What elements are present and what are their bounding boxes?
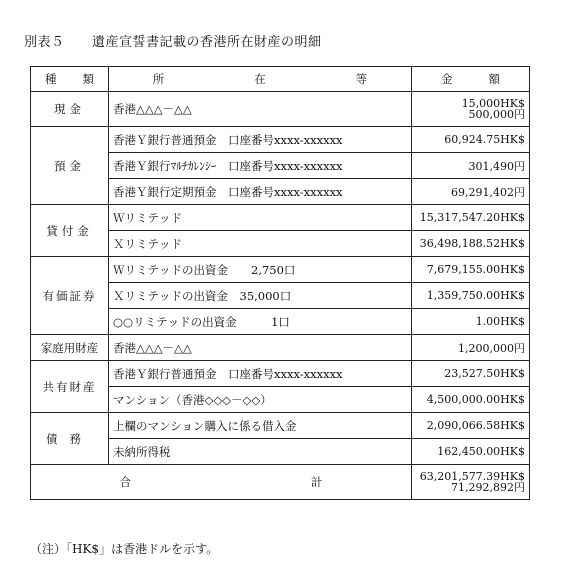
total-row — [31, 465, 530, 500]
location-cell: 未納所得税 — [109, 439, 412, 465]
footnote: （注）「HK$」は香港ドルを示す。 — [30, 542, 219, 556]
header-location: 所 在 等 — [109, 67, 412, 92]
table-row — [31, 413, 530, 439]
amount-cell — [412, 92, 530, 127]
amount-cell: 162,450.00HK$ — [412, 439, 530, 465]
location-cell: 香港Ｙ銀行定期預金 口座番号xxxx-xxxxxx — [109, 179, 412, 205]
total-amount — [412, 465, 530, 500]
table-row — [31, 127, 530, 153]
table-row — [31, 257, 530, 283]
type-cell: 貸付金 — [31, 205, 109, 257]
total-label: 合 計 — [31, 465, 412, 500]
amount-cell: 1,200,000円 — [412, 335, 530, 361]
type-cell: 債務 — [31, 413, 109, 465]
location-cell: 香港Ｙ銀行ﾏﾙﾁｶﾚﾝｼｰ 口座番号xxxx-xxxxxx — [109, 153, 412, 179]
header-amount: 金 額 — [412, 67, 530, 92]
amount-cell: 2,090,066.58HK$ — [412, 413, 530, 439]
location-cell: 香港△△△－△△ — [109, 92, 412, 127]
location-cell: 香港Ｙ銀行普通預金 口座番号xxxx-xxxxxx — [109, 361, 412, 387]
amount-cell: 301,490円 — [412, 153, 530, 179]
location-cell: Ｗリミテッド — [109, 205, 412, 231]
amount-hkd: 15,000HK$ — [461, 97, 525, 110]
document-title — [24, 31, 322, 50]
location-cell: ○○リミテッドの出資金 1口 — [109, 309, 412, 335]
title-text: 遺産宣誓書記載の香港所在財産の明細 — [92, 35, 322, 50]
amount-cell: 60,924.75HK$ — [412, 127, 530, 153]
amount-cell: 4,500,000.00HK$ — [412, 387, 530, 413]
type-cell: 預金 — [31, 127, 109, 205]
total-jpy: 71,292,892円 — [451, 481, 525, 494]
type-cell: 有価証券 — [31, 257, 109, 335]
location-cell: 上欄のマンション購入に係る借入金 — [109, 413, 412, 439]
location-cell: Ｘリミテッド — [109, 231, 412, 257]
header-row — [31, 67, 530, 92]
location-cell: 香港△△△－△△ — [109, 335, 412, 361]
amount-cell: 15,317,547.20HK$ — [412, 205, 530, 231]
amount-cell: 23,527.50HK$ — [412, 361, 530, 387]
location-cell: 香港Ｙ銀行普通預金 口座番号xxxx-xxxxxx — [109, 127, 412, 153]
appendix-label: 別表５ — [24, 35, 65, 50]
property-table — [30, 66, 530, 500]
amount-jpy: 500,000円 — [468, 108, 525, 121]
table-row — [31, 205, 530, 231]
type-cell: 家庭用財産 — [31, 335, 109, 361]
location-cell: Ｗリミテッドの出資金 2,750口 — [109, 257, 412, 283]
total-hkd: 63,201,577.39HK$ — [419, 470, 525, 483]
amount-cell: 1,359,750.00HK$ — [412, 283, 530, 309]
type-cell: 共有財産 — [31, 361, 109, 413]
amount-cell: 69,291,402円 — [412, 179, 530, 205]
location-cell: マンション（香港◇◇◇－◇◇） — [109, 387, 412, 413]
amount-cell: 1.00HK$ — [412, 309, 530, 335]
location-cell: Ｘリミテッドの出資金 35,000口 — [109, 283, 412, 309]
type-cell: 現金 — [31, 92, 109, 127]
header-type: 種 類 — [31, 67, 109, 92]
amount-cell: 36,498,188.52HK$ — [412, 231, 530, 257]
table-row — [31, 361, 530, 387]
amount-cell: 7,679,155.00HK$ — [412, 257, 530, 283]
table-row — [31, 335, 530, 361]
table-row — [31, 92, 530, 127]
